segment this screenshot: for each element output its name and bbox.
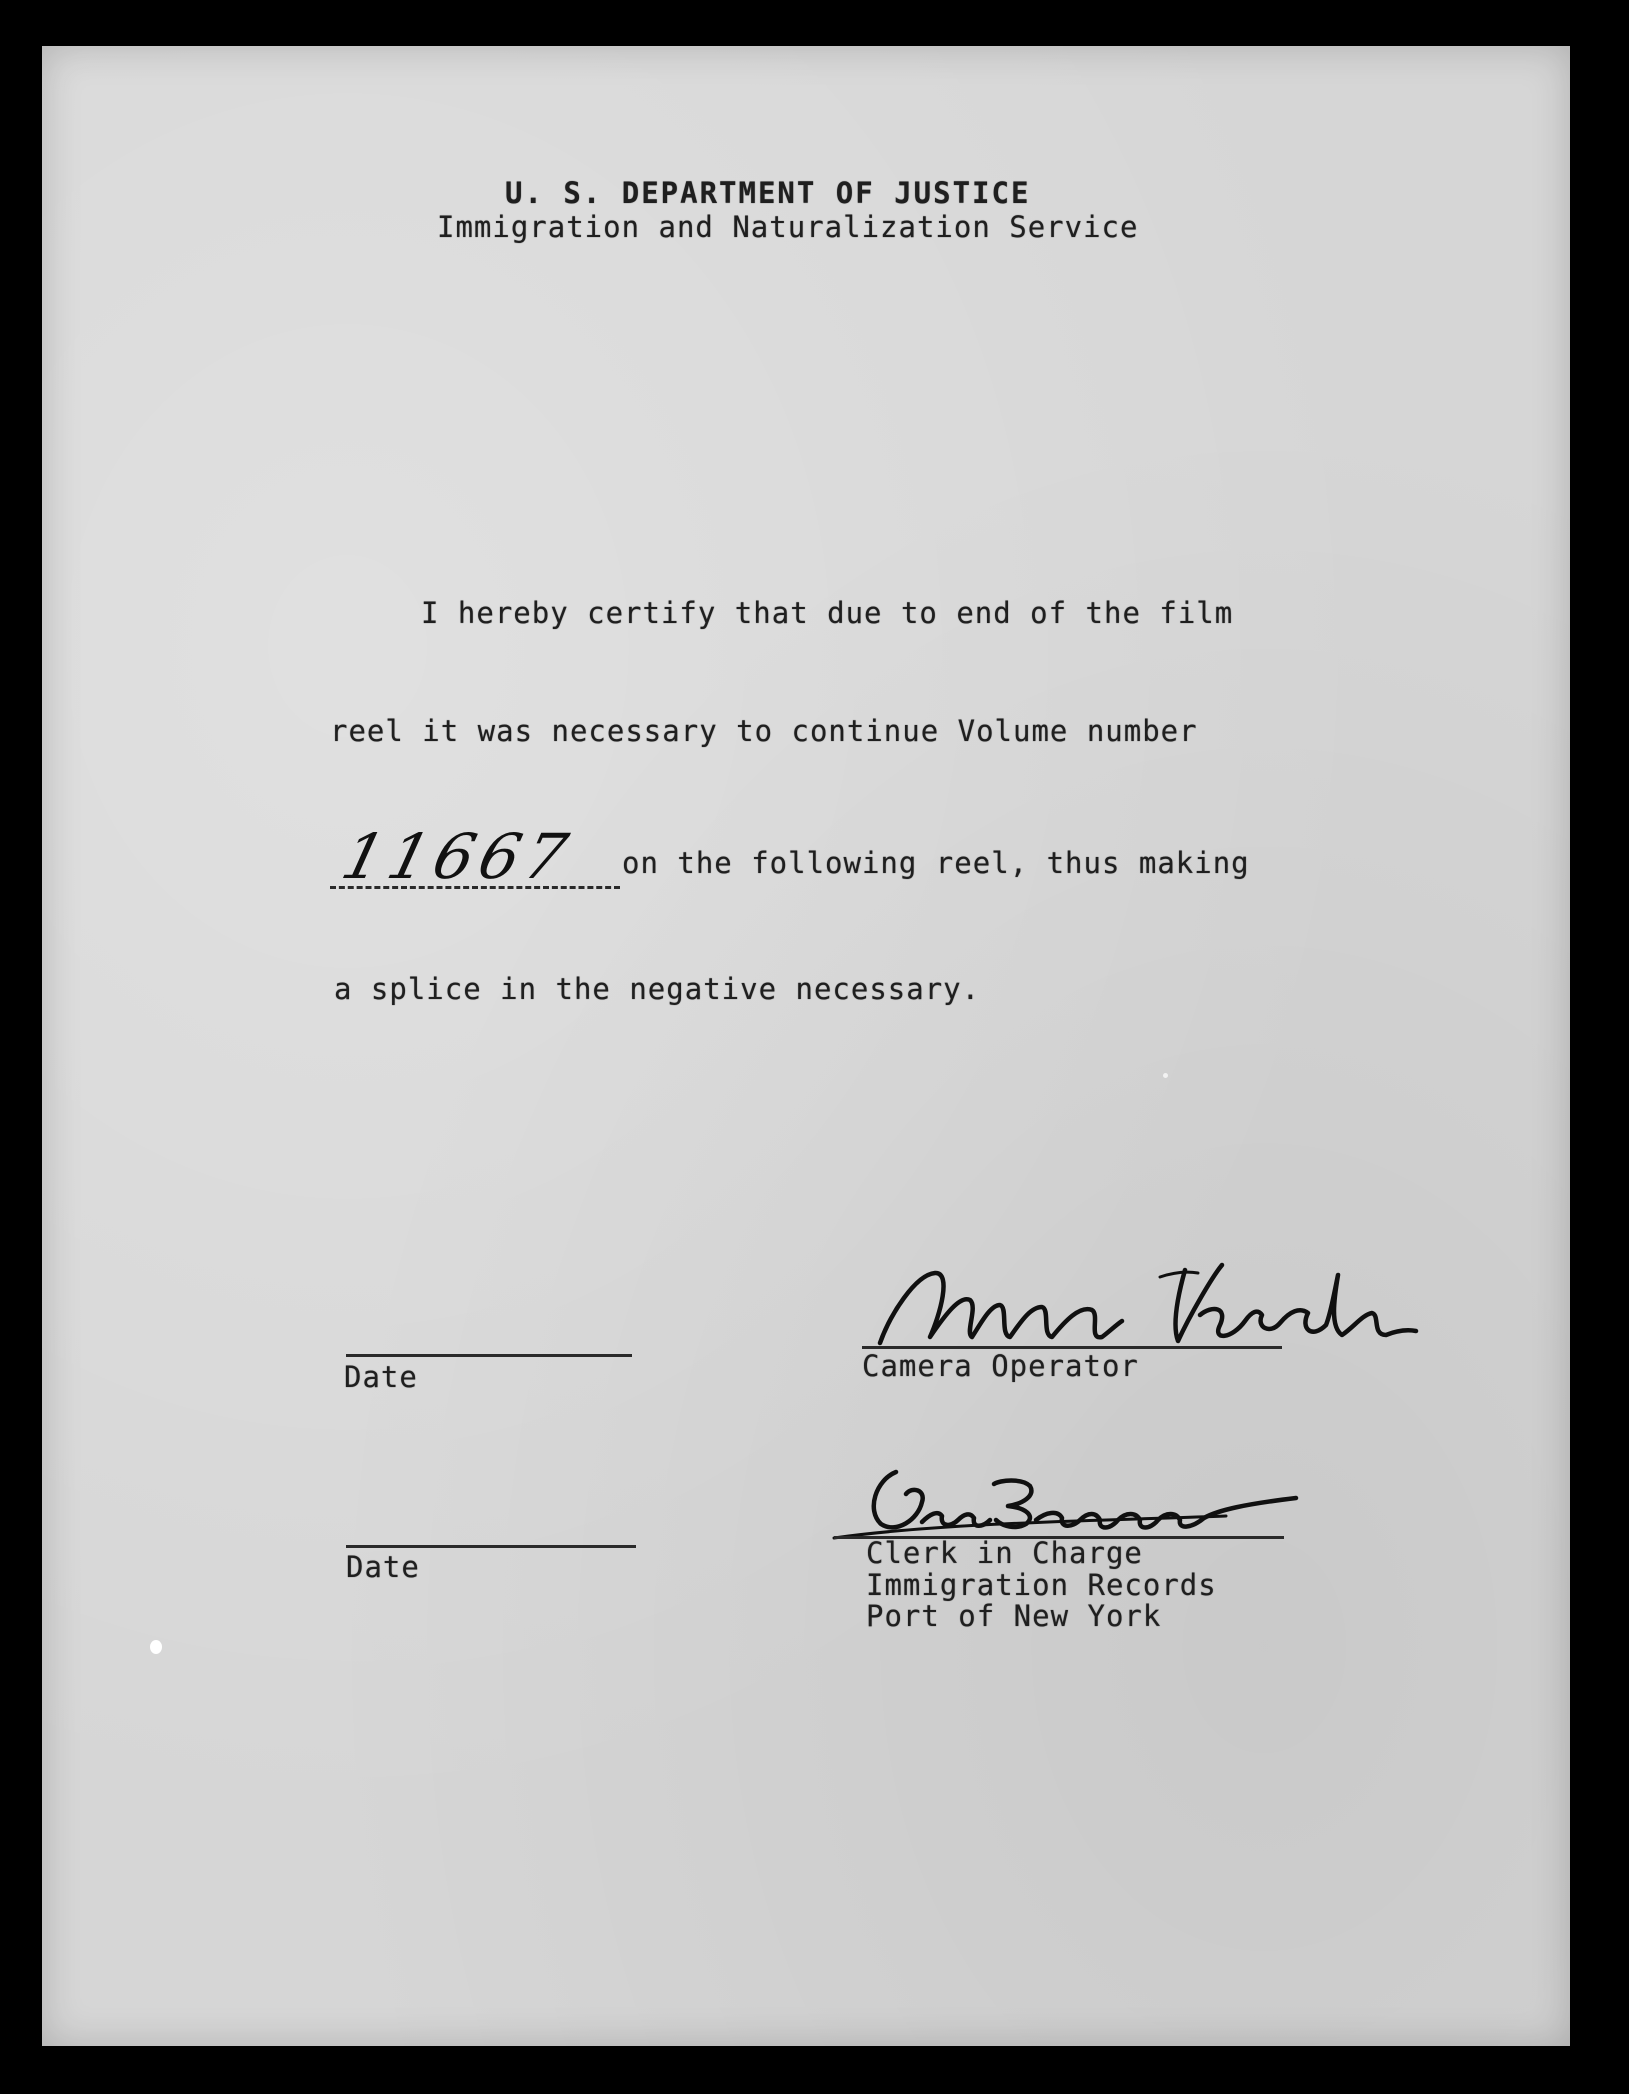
volume-number-field: [330, 820, 620, 893]
camera-operator-label: Camera Operator: [862, 1349, 1139, 1383]
date-label-2: Date: [346, 1550, 420, 1584]
document-page: [42, 46, 1570, 2046]
clerk-title-line-1: Clerk in Charge: [866, 1536, 1143, 1570]
service-heading: Immigration and Naturalization Service: [437, 210, 1139, 244]
certification-line-2: reel it was necessary to continue Volume number: [330, 714, 1198, 748]
clerk-title-line-2: Immigration Records: [866, 1568, 1217, 1602]
clerk-title-line-3: Port of New York: [866, 1599, 1162, 1633]
film-speck: [150, 1640, 162, 1654]
camera-operator-signature: [860, 1255, 1420, 1355]
certification-line-3: on the following reel, thus making: [622, 846, 1250, 880]
volume-number-underline: [330, 886, 620, 889]
certification-line-4: a splice in the negative necessary.: [334, 972, 981, 1006]
certification-line-1: I hereby certify that due to end of the film: [421, 596, 1234, 630]
date-line-1: [346, 1354, 632, 1357]
department-heading: U. S. DEPARTMENT OF JUSTICE: [505, 176, 1031, 210]
date-label-1: Date: [344, 1360, 418, 1394]
film-speck: [1163, 1073, 1168, 1078]
volume-number: 11667: [334, 820, 581, 893]
date-line-2: [346, 1545, 636, 1548]
